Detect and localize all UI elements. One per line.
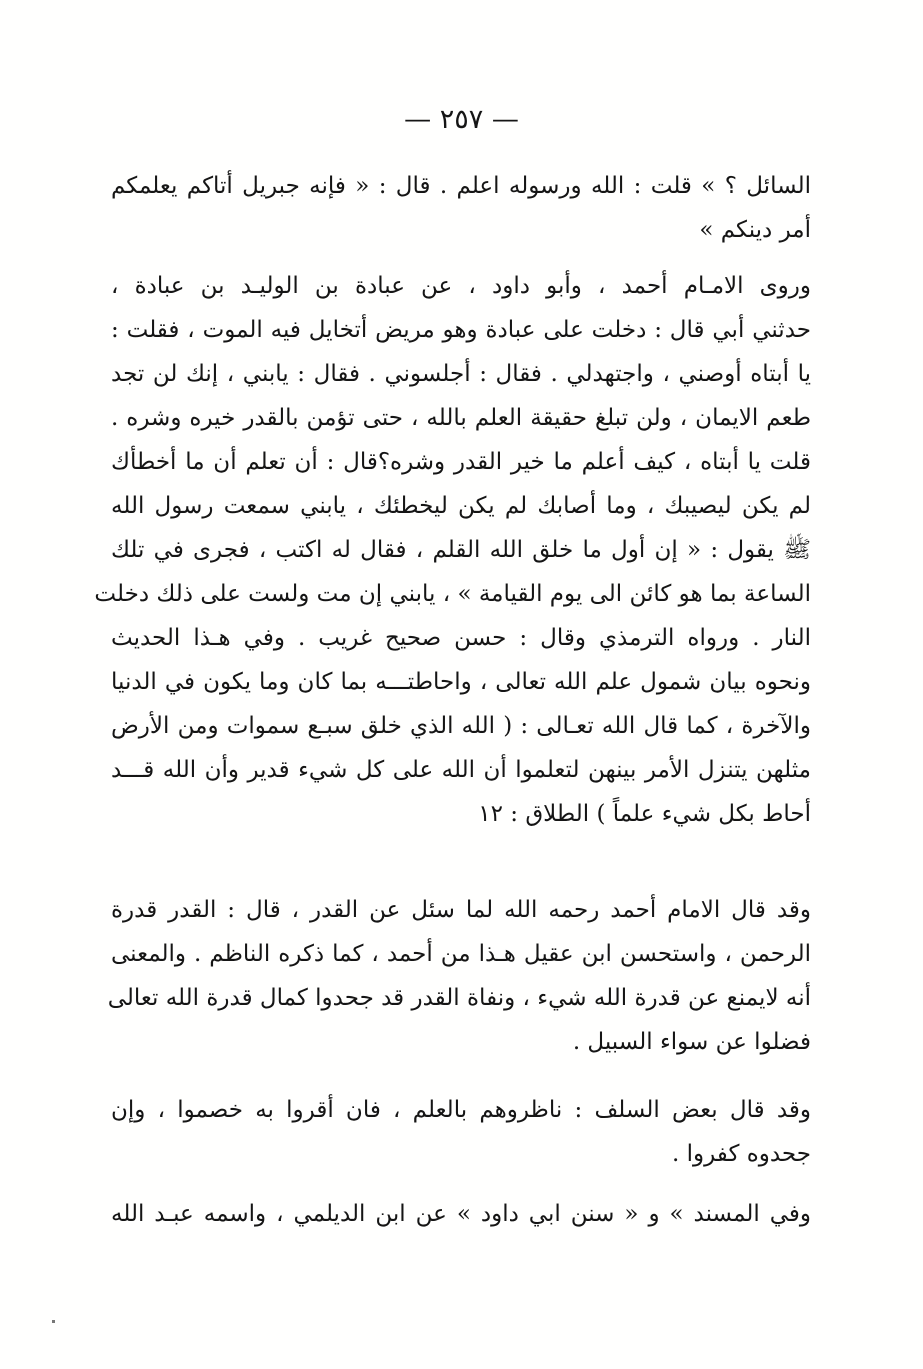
text-line: أمر دينكم » xyxy=(699,217,811,243)
paragraph-2 xyxy=(94,264,811,836)
text-line: النار . ورواه الترمذي وقال : حسن صحيح غريب . وفي هـذا الحديث xyxy=(111,625,811,651)
text-line: طعم الايمان ، ولن تبلغ حقيقة العلم بالله ، حتى تؤمن بالقدر خيره وشره . xyxy=(111,405,811,431)
text-line: وروى الامـام أحمد ، وأبو داود ، عن عبادة بن الوليـد بن عبادة ، xyxy=(111,273,811,299)
text-line: يا أبتاه أوصني ، واجتهدلي . فقال : أجلسوني . فقال : يابني ، إنك لن تجد xyxy=(111,361,811,387)
paragraph-1 xyxy=(111,164,811,252)
text-line: الرحمن ، واستحسن ابن عقيل هـذا من أحمد ، كما ذكره الناظم . والمعنى xyxy=(111,941,811,967)
text-line: أحاط بكل شيء علماً ) الطلاق : ١٢ xyxy=(478,801,811,827)
text-line: السائل ؟ » قلت : الله ورسوله اعلم . قال : « فإنه جبريل أتاكم يعلمكم xyxy=(111,173,811,199)
text-line: الساعة بما هو كائن الى يوم القيامة » ، يابني إن مت ولست على ذلك دخلت xyxy=(94,581,811,607)
text-line: حدثني أبي قال : دخلت على عبادة وهو مريض أتخايل فيه الموت ، فقلت : xyxy=(111,317,811,343)
paragraph-4 xyxy=(111,1088,811,1176)
text-line: والآخرة ، كما قال الله تعـالى : ( الله الذي خلق سبـع سموات ومن الأرض xyxy=(111,713,811,739)
text-line: لم يكن ليصيبك ، وما أصابك لم يكن ليخطئك ، يابني سمعت رسول الله xyxy=(111,493,811,519)
text-line: وفي المسند » و « سنن ابي داود » عن ابن الديلمي ، واسمه عبـد الله xyxy=(111,1201,811,1227)
text-line: وقد قال بعض السلف : ناظروهم بالعلم ، فان أقروا به خصموا ، وإن xyxy=(111,1097,811,1123)
text-line: أنه لايمنع عن قدرة الله شيء ، ونفاة القدر قد جحدوا كمال قدرة الله تعالى xyxy=(107,985,811,1011)
paragraph-3 xyxy=(107,888,811,1064)
text-line: جحدوه كفروا . xyxy=(672,1141,811,1167)
text-line: ونحوه بيان شمول علم الله تعالى ، واحاطتـــه بما كان وما يكون في الدنيا xyxy=(111,669,811,695)
paragraph-5 xyxy=(111,1192,811,1236)
text-line: فضلوا عن سواء السبيل . xyxy=(572,1029,811,1055)
text-line: مثلهن يتنزل الأمر بينهن لتعلموا أن الله على كل شيء قدير وأن الله قـــد xyxy=(111,757,811,783)
text-line: وقد قال الامام أحمد رحمه الله لما سئل عن القدر ، قال : القدر قدرة xyxy=(111,897,811,923)
page-number: — ٢٥٧ — xyxy=(404,104,519,135)
text-line: قلت يا أبتاه ، كيف أعلم ما خير القدر وشره؟قال : أن تعلم أن ما أخطأك xyxy=(111,449,811,475)
text-line: ﷺ يقول : « إن أول ما خلق الله القلم ، فقال له اكتب ، فجرى في تلك xyxy=(111,537,811,563)
scan-speck xyxy=(52,1320,55,1323)
